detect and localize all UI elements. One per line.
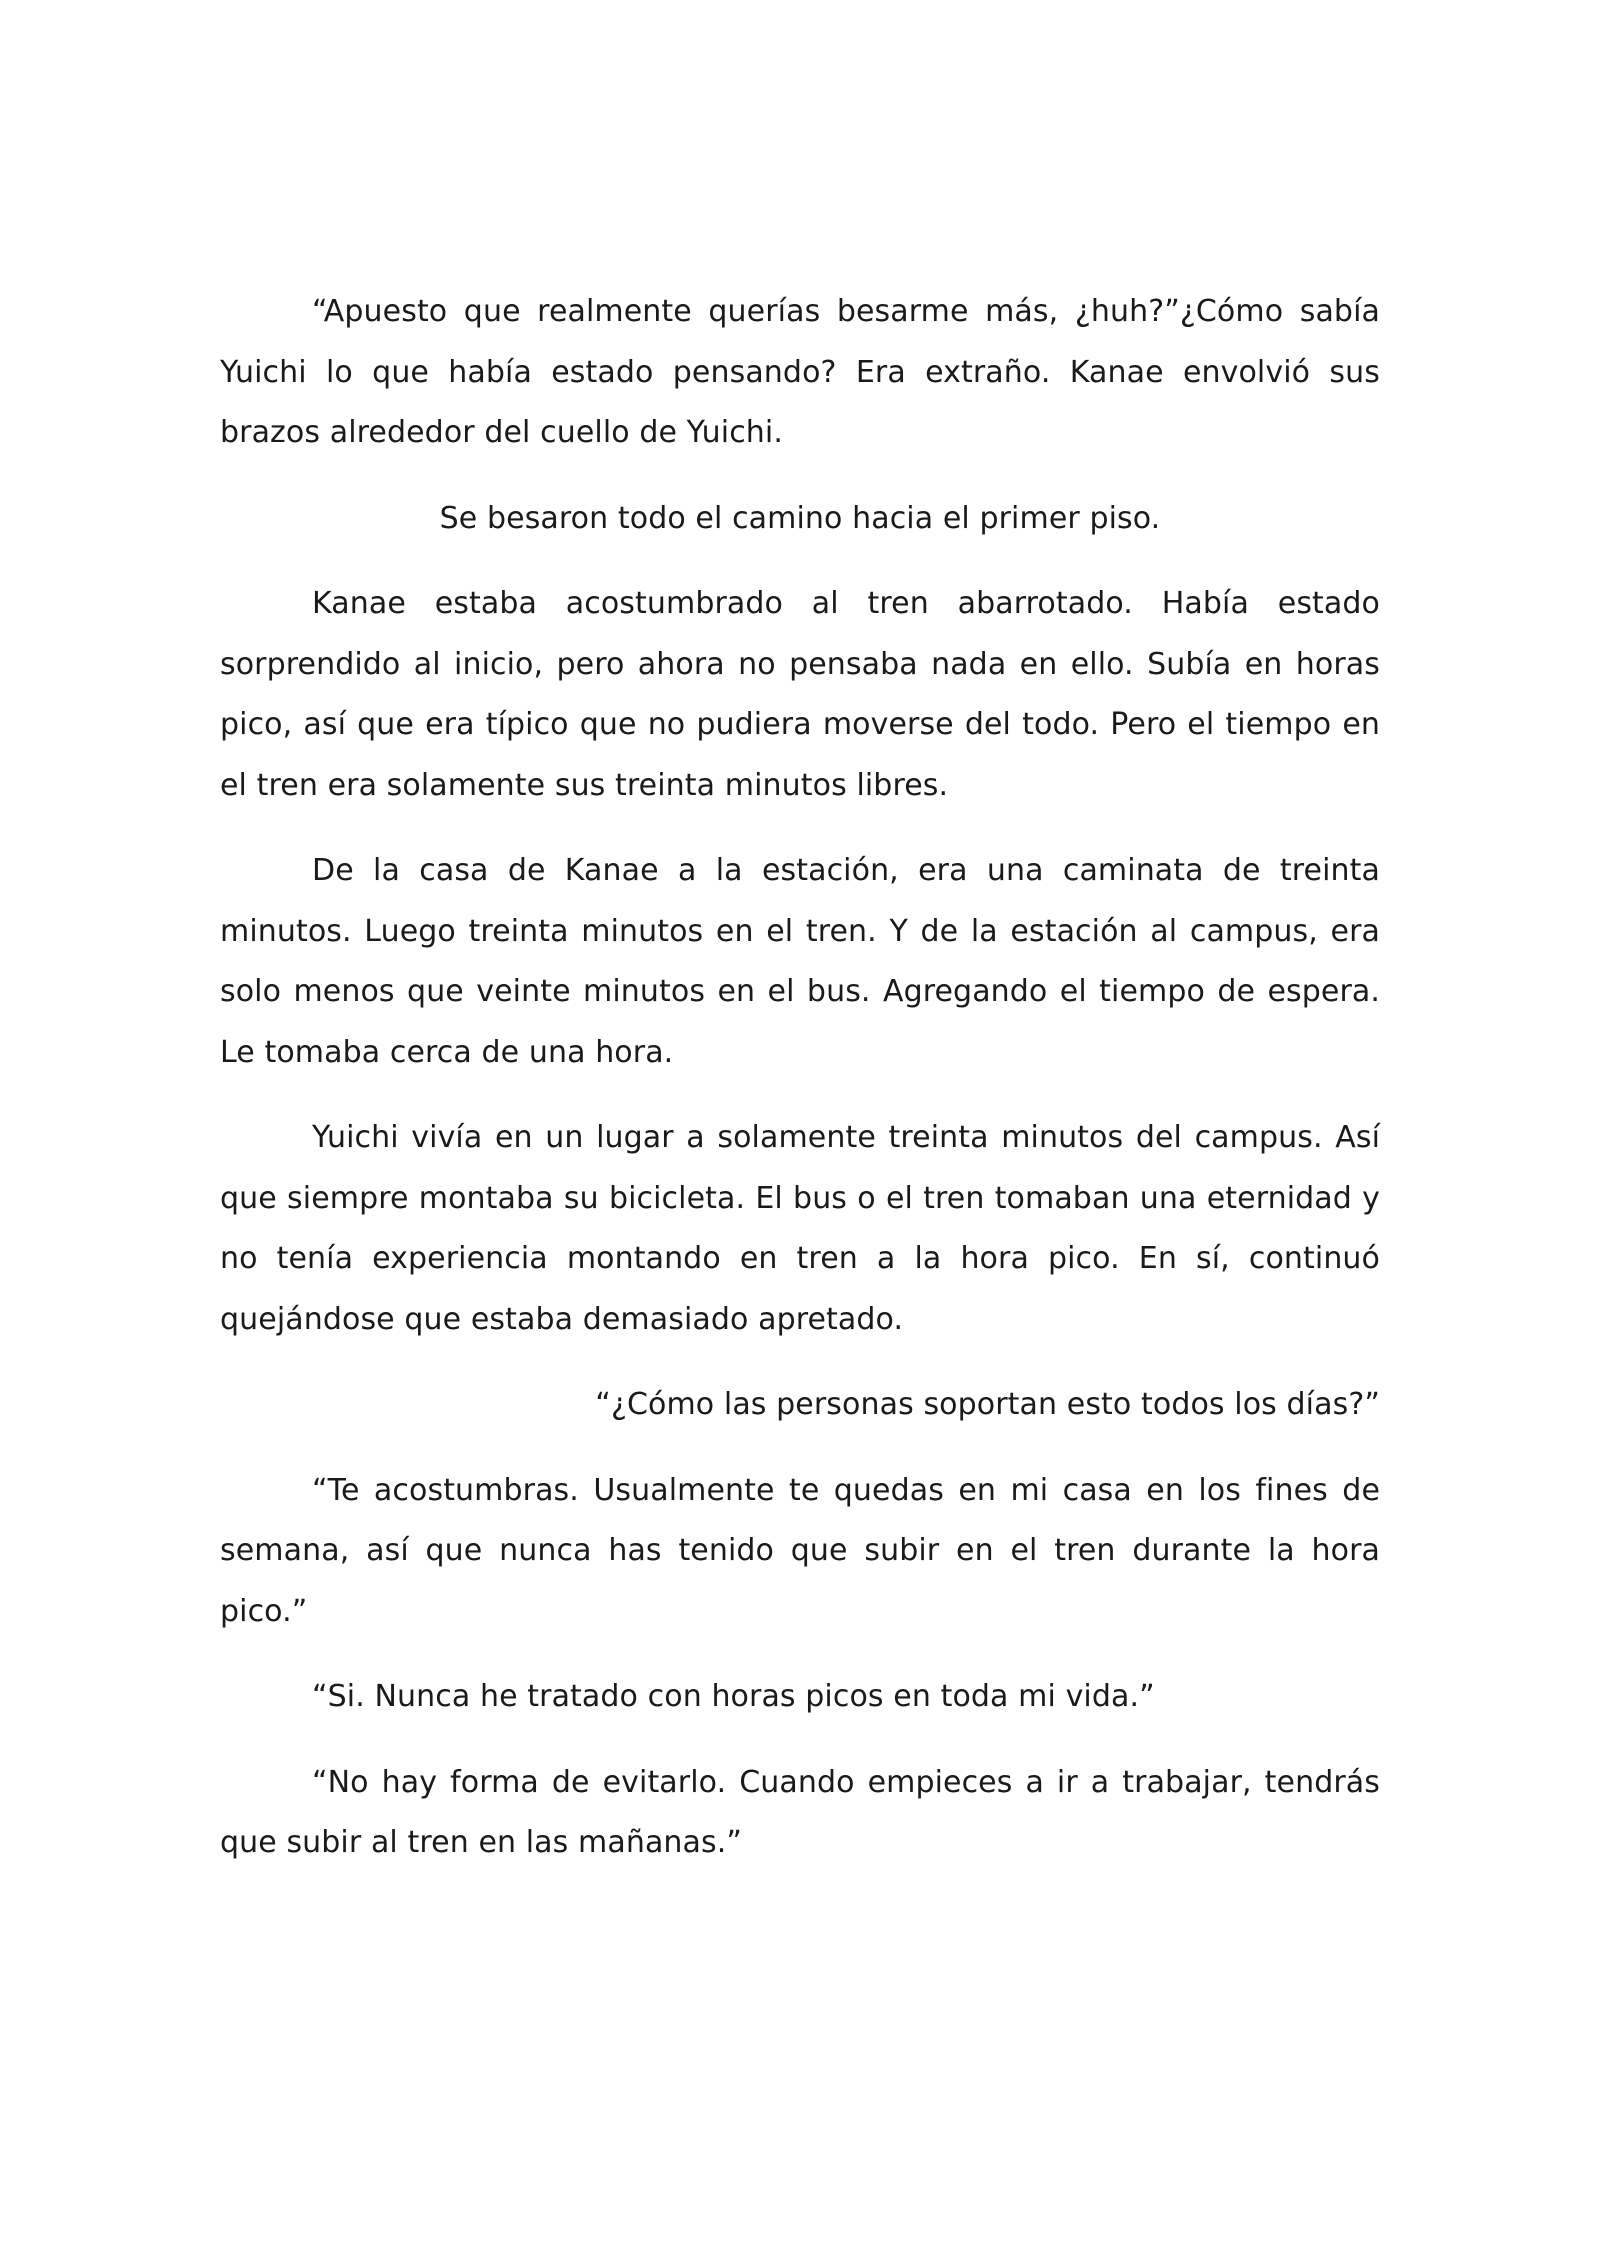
paragraph-kiss-question: “Apuesto que realmente querías besarme más, ¿huh?”¿Cómo sabía Yuichi lo que había estado pensando? Era extraño. Kanae envolvió sus brazos alrededor del cuello de Yuichi.	[220, 294, 1380, 450]
paragraph-crowded-train: Kanae estaba acostumbrado al tren abarrotado. Había estado sorprendido al inicio, pero ahora no pensaba nada en ello. Subía en horas pico, así que era típico que no pudiera moverse del todo. Pero el tiempo en el tren era solamente sus treinta minutos libres.	[220, 586, 1380, 803]
paragraph-no-way-to-avoid: “No hay forma de evitarlo. Cuando empieces a ir a trabajar, tendrás que subir al tren en las mañanas.”	[220, 1764, 1380, 1860]
paragraph-how-people-endure: “¿Cómo las personas soportan esto todos los días?”	[595, 1387, 1380, 1422]
document-page	[220, 282, 1380, 1899]
paragraph-commute: De la casa de Kanae a la estación, era una caminata de treinta minutos. Luego treinta minutos en el tren. Y de la estación al campus, era solo menos que veinte minutos en el bus. Agregando el tiempo de espera. Le tomaba cerca de una hora.	[220, 853, 1380, 1070]
paragraph-you-get-used: “Te acostumbras. Usualmente te quedas en mi casa en los fines de semana, así que nunca has tenido que subir en el tren durante la hora pico.”	[220, 1472, 1380, 1629]
paragraph-first-floor: Se besaron todo el camino hacia el primer piso.	[439, 500, 1161, 536]
paragraph-yuichi-bicycle: Yuichi vivía en un lugar a solamente treinta minutos del campus. Así que siempre montaba su bicicleta. El bus o el tren tomaban una eternidad y no tenía experiencia montando en tren a la hora pico. En sí, continuó quejándose que estaba demasiado apretado.	[220, 1120, 1380, 1337]
paragraph-never-rush-hour: “Si. Nunca he tratado con horas picos en toda mi vida.”	[312, 1679, 1155, 1714]
